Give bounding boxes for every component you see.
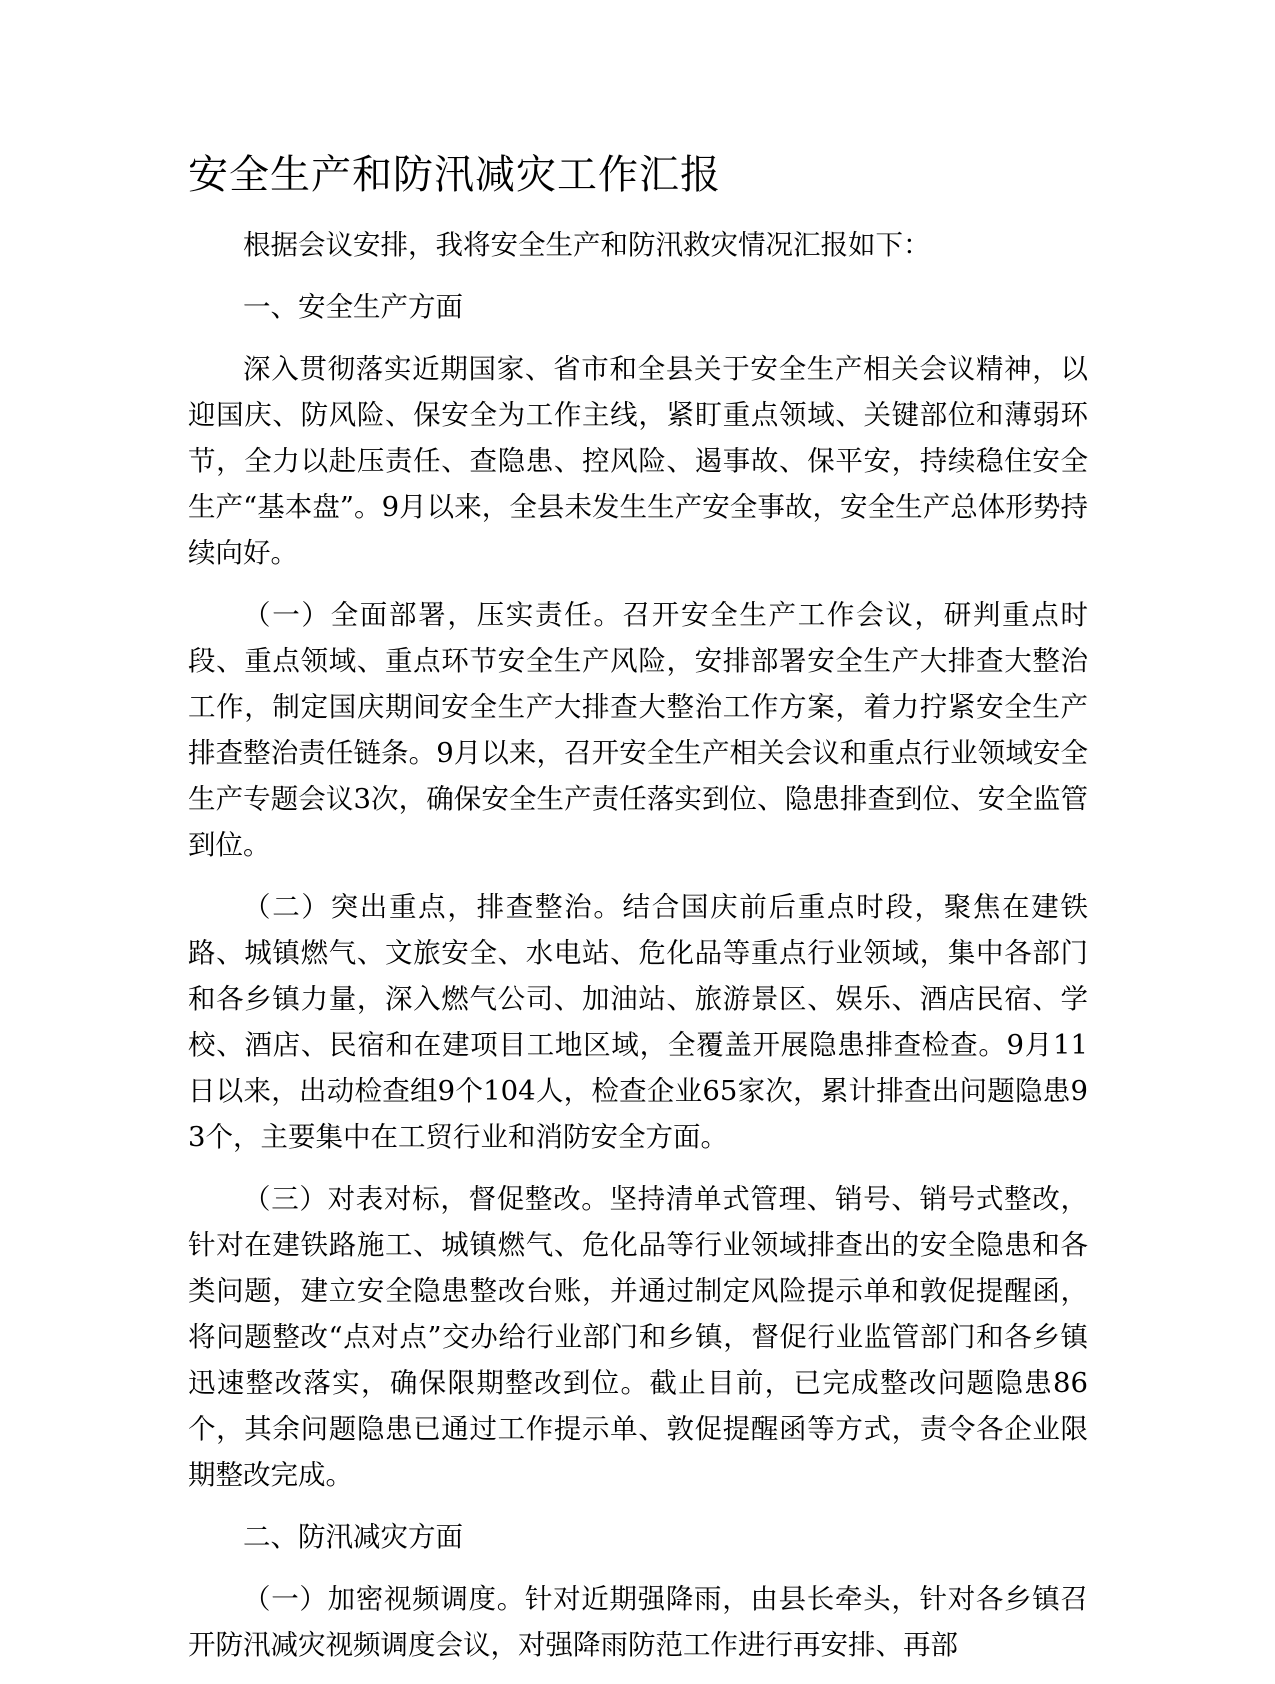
safety-item-2-paragraph: （二）突出重点，排查整治。结合国庆前后重点时段，聚焦在建铁路、城镇燃气、文旅安全、水电站、危化品等重点行业领域，集中各部门和各乡镇力量，深入燃气公司、加油站、旅游景区、娱乐、酒店民宿、学校、酒店、民宿和在建项目工地区域，全覆盖开展隐患排查检查。9月11日以来，出动检查组9个104人，检查企业65家次，累计排查出问题隐患93个，主要集中在工贸行业和消防安全方面。: [188, 891, 1088, 1153]
safety-summary-paragraph: 深入贯彻落实近期国家、省市和全县关于安全生产相关会议精神，以迎国庆、防风险、保安全为工作主线，紧盯重点领域、关键部位和薄弱环节，全力以赴压责任、查隐患、控风险、遏事故、保平安，持续稳住安全生产“基本盘”。9月以来，全县未发生生产安全事故，安全生产总体形势持续向好。: [188, 353, 1088, 569]
document-title: 安全生产和防汛减灾工作汇报: [188, 152, 721, 198]
document-page: [188, 150, 1088, 1684]
section-heading-flood: 二、防汛减灾方面: [243, 1521, 463, 1553]
safety-item-3-paragraph: （三）对表对标，督促整改。坚持清单式管理、销号、销号式整改，针对在建铁路施工、城镇燃气、危化品等行业领域排查出的安全隐患和各类问题，建立安全隐患整改台账，并通过制定风险提示单和敦促提醒函，将问题整改“点对点”交办给行业部门和乡镇，督促行业监管部门和各乡镇迅速整改落实，确保限期整改到位。截止目前，已完成整改问题隐患86个，其余问题隐患已通过工作提示单、敦促提醒函等方式，责令各企业限期整改完成。: [188, 1183, 1088, 1491]
safety-item-1-paragraph: （一）全面部署，压实责任。召开安全生产工作会议，研判重点时段、重点领域、重点环节安全生产风险，安排部署安全生产大排查大整治工作，制定国庆期间安全生产大排查大整治工作方案，着力拧紧安全生产排查整治责任链条。9月以来，召开安全生产相关会议和重点行业领域安全生产专题会议3次，确保安全生产责任落实到位、隐患排查到位、安全监管到位。: [188, 599, 1088, 861]
section-heading-safety: 一、安全生产方面: [243, 291, 463, 323]
intro-paragraph: 根据会议安排，我将安全生产和防汛救灾情况汇报如下：: [243, 229, 931, 261]
flood-item-1-paragraph: （一）加密视频调度。针对近期强降雨，由县长牵头，针对各乡镇召开防汛减灾视频调度会议，对强降雨防范工作进行再安排、再部: [188, 1583, 1088, 1661]
